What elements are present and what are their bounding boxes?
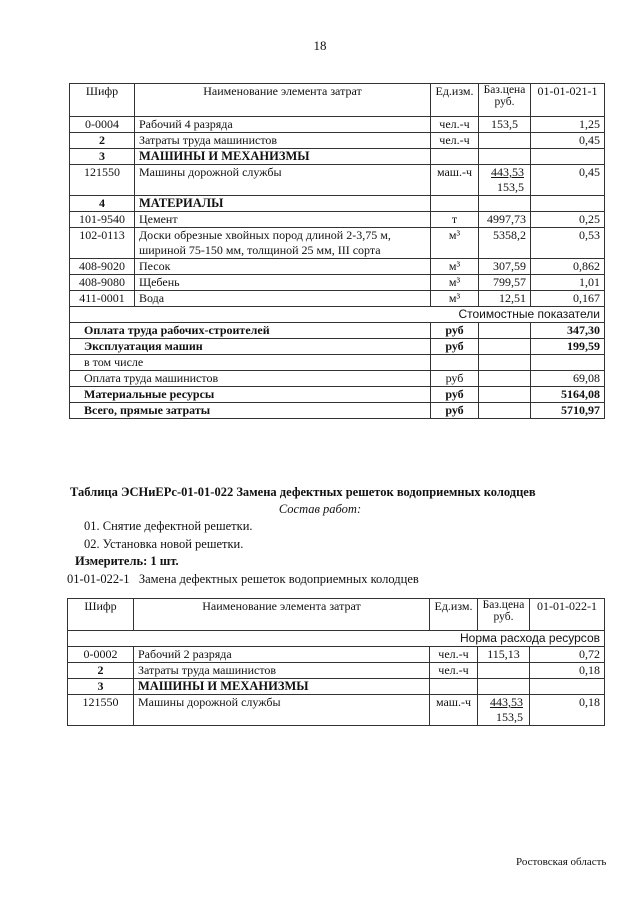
cell-value: 1,25 xyxy=(531,117,605,133)
cell-name: Рабочий 4 разряда xyxy=(135,117,431,133)
cell-name: Рабочий 2 разряда xyxy=(134,647,430,663)
summary-unit: руб xyxy=(431,339,479,355)
group-name: МАТЕРИАЛЫ xyxy=(135,196,431,212)
cell-value: 0,45 xyxy=(531,165,605,196)
summary-unit: руб xyxy=(431,323,479,339)
summary-label: Эксплуатация машин xyxy=(70,339,431,355)
resource-table-1 xyxy=(69,83,605,419)
group-name: МАШИНЫ И МЕХАНИЗМЫ xyxy=(134,679,430,695)
header-name: Наименование элемента затрат xyxy=(134,599,430,631)
table-row xyxy=(68,647,605,663)
cell-code: 408-9020 xyxy=(70,259,135,275)
cell-value: 0,18 xyxy=(530,695,605,726)
cell-name: Машины дорожной службы xyxy=(134,695,430,726)
meter-label: Измеритель: 1 шт. xyxy=(75,554,179,568)
cost-indicators-label: Стоимостные показатели xyxy=(70,307,605,323)
norm-label: Норма расхода ресурсов xyxy=(68,631,605,647)
table-row xyxy=(70,228,605,259)
table-row xyxy=(70,212,605,228)
group-code: 3 xyxy=(70,149,135,165)
group-code: 4 xyxy=(70,196,135,212)
cell-unit: маш.-ч xyxy=(430,695,478,726)
summary-label: Материальные ресурсы xyxy=(70,387,431,403)
summary-label: Всего, прямые затраты xyxy=(70,403,431,419)
cell-value: 0,862 xyxy=(531,259,605,275)
group-row-machines xyxy=(68,679,605,695)
composition-label: Состав работ: xyxy=(278,502,362,516)
table-row xyxy=(70,133,605,149)
cell-value: 0,53 xyxy=(531,228,605,259)
summary-label: Оплата труда рабочих-строителей xyxy=(70,323,431,339)
cell-price: 4997,73 xyxy=(479,212,531,228)
summary-unit: руб xyxy=(431,403,479,419)
summary-value: 347,30 xyxy=(531,323,605,339)
price-bottom: 153,5 xyxy=(497,180,524,194)
table-row xyxy=(68,695,605,726)
group-name: МАШИНЫ И МЕХАНИЗМЫ xyxy=(135,149,431,165)
page-number: 18 xyxy=(313,38,327,53)
summary-row xyxy=(70,339,605,355)
cell-value: 0,25 xyxy=(531,212,605,228)
cell-code: 102-0113 xyxy=(70,228,135,259)
cell-price xyxy=(478,663,530,679)
cell-code: 101-9540 xyxy=(70,212,135,228)
header-unit: Ед.изм. xyxy=(431,84,479,117)
price-top: 443,53 xyxy=(490,695,523,709)
cell-value: 0,45 xyxy=(531,133,605,149)
cell-unit: м³ xyxy=(431,291,479,307)
cell-name: Затраты труда машинистов xyxy=(134,663,430,679)
cell-unit: маш.-ч xyxy=(431,165,479,196)
header-code: Шифр xyxy=(68,599,134,631)
table-row xyxy=(70,117,605,133)
cell-name: Вода xyxy=(135,291,431,307)
cell-unit: чел.-ч xyxy=(431,117,479,133)
cell-code: 121550 xyxy=(70,165,135,196)
price-top: 443,53 xyxy=(491,165,524,179)
cell-code: 0-0002 xyxy=(68,647,134,663)
resource-table-2 xyxy=(67,598,605,726)
footer-region: Ростовская область xyxy=(516,856,607,868)
cell-unit: м³ xyxy=(431,228,479,259)
group-row-machines xyxy=(70,149,605,165)
table-row xyxy=(70,275,605,291)
header-name: Наименование элемента затрат xyxy=(135,84,431,117)
group-row-materials xyxy=(70,196,605,212)
cell-code: 2 xyxy=(68,663,134,679)
cost-indicators-row xyxy=(70,307,605,323)
table-header xyxy=(68,599,605,631)
cell-code: 2 xyxy=(70,133,135,149)
table-header xyxy=(70,84,605,117)
header-price: Баз.цена руб. xyxy=(479,84,531,117)
header-unit: Ед.изм. xyxy=(430,599,478,631)
summary-value: 5164,08 xyxy=(531,387,605,403)
summary-value xyxy=(531,355,605,371)
cell-value: 0,18 xyxy=(530,663,605,679)
cell-value: 0,167 xyxy=(531,291,605,307)
cell-code: 0-0004 xyxy=(70,117,135,133)
cell-name: Щебень xyxy=(135,275,431,291)
cell-price: 153,5 xyxy=(479,117,531,133)
cell-price xyxy=(479,133,531,149)
norm-label-row xyxy=(68,631,605,647)
summary-unit: руб xyxy=(431,371,479,387)
norm-subtitle: 01-01-022-1 Замена дефектных решеток водоприемных колодцев xyxy=(67,572,419,586)
cell-price: 12,51 xyxy=(479,291,531,307)
summary-row xyxy=(70,371,605,387)
summary-row xyxy=(70,323,605,339)
work-item: 02. Установка новой решетки. xyxy=(84,537,244,551)
cell-unit: т xyxy=(431,212,479,228)
summary-row xyxy=(70,355,605,371)
table-row xyxy=(70,259,605,275)
table-row xyxy=(70,165,605,196)
cell-unit: чел.-ч xyxy=(430,663,478,679)
cell-name: Машины дорожной службы xyxy=(135,165,431,196)
section-title: Таблица ЭСНиЕРс-01-01-022 Замена дефектных решеток водоприемных колодцев xyxy=(70,485,536,499)
cell-value: 0,72 xyxy=(530,647,605,663)
cell-name: Песок xyxy=(135,259,431,275)
summary-value: 199,59 xyxy=(531,339,605,355)
summary-label: в том числе xyxy=(70,355,431,371)
header-code: Шифр xyxy=(70,84,135,117)
cell-unit: чел.-ч xyxy=(431,133,479,149)
cell-name: Цемент xyxy=(135,212,431,228)
cell-name: Доски обрезные хвойных пород длиной 2-3,75 м, шириной 75-150 мм, толщиной 25 мм, III сорта xyxy=(135,228,431,259)
cell-price: 307,59 xyxy=(479,259,531,275)
cell-price: 5358,2 xyxy=(479,228,531,259)
summary-value: 5710,97 xyxy=(531,403,605,419)
work-item: 01. Снятие дефектной решетки. xyxy=(84,519,253,533)
summary-unit: руб xyxy=(431,387,479,403)
summary-label: Оплата труда машинистов xyxy=(70,371,431,387)
cell-code: 121550 xyxy=(68,695,134,726)
header-norm: 01-01-021-1 xyxy=(531,84,605,117)
table-row xyxy=(70,291,605,307)
cell-code: 411-0001 xyxy=(70,291,135,307)
header-price: Баз.цена руб. xyxy=(478,599,530,631)
header-norm: 01-01-022-1 xyxy=(530,599,605,631)
summary-unit xyxy=(431,355,479,371)
cell-unit: м³ xyxy=(431,275,479,291)
cell-unit: чел.-ч xyxy=(430,647,478,663)
group-code: 3 xyxy=(68,679,134,695)
cell-price: 799,57 xyxy=(479,275,531,291)
cell-price: 115,13 xyxy=(478,647,530,663)
summary-row xyxy=(70,387,605,403)
cell-name: Затраты труда машинистов xyxy=(135,133,431,149)
cell-unit: м³ xyxy=(431,259,479,275)
table-row xyxy=(68,663,605,679)
summary-value: 69,08 xyxy=(531,371,605,387)
cell-code: 408-9080 xyxy=(70,275,135,291)
summary-row xyxy=(70,403,605,419)
cell-value: 1,01 xyxy=(531,275,605,291)
price-bottom: 153,5 xyxy=(496,710,523,724)
